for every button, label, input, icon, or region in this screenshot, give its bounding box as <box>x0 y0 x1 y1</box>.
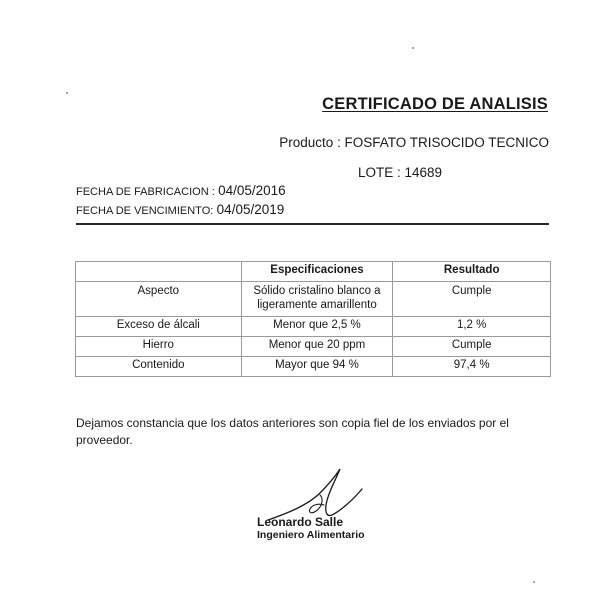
row-result: Cumple <box>393 282 551 317</box>
scan-speck <box>66 92 68 94</box>
lot-line: LOTE : 14689 <box>358 165 443 180</box>
expiry-date-value: 04/05/2019 <box>216 202 285 217</box>
scan-speck <box>533 581 535 583</box>
analysis-table <box>75 261 551 377</box>
manufacture-date-label: FECHA DE FABRICACION : <box>76 186 215 198</box>
row-parameter: Aspecto <box>76 282 242 317</box>
row-parameter: Exceso de álcali <box>76 317 242 337</box>
row-specification: Mayor que 94 % <box>241 357 393 377</box>
expiry-date-label: FECHA DE VENCIMIENTO: <box>76 205 214 217</box>
manufacture-date-value: 04/05/2016 <box>218 183 286 198</box>
row-result: 1,2 % <box>393 317 551 337</box>
row-specification: Sólido cristalino blanco a ligeramente amarillento <box>241 282 393 317</box>
statement-text: Dejamos constancia que los datos anteriores son copia fiel de los enviados por el proveedor. <box>76 416 509 447</box>
row-result: 97,4 % <box>393 357 551 377</box>
certificate-title: CERTIFICADO DE ANALISIS <box>322 95 548 113</box>
row-result: Cumple <box>393 337 551 357</box>
header-divider <box>76 223 549 225</box>
header-result: Resultado <box>393 262 551 282</box>
header-specification: Especificaciones <box>241 262 393 282</box>
header-parameter <box>76 262 242 282</box>
product-line: Producto : FOSFATO TRISOCIDO TECNICO <box>279 135 549 150</box>
signatory-block <box>257 516 365 542</box>
expiry-date-row <box>76 201 286 220</box>
row-specification: Menor que 20 ppm <box>241 337 393 357</box>
row-parameter: Hierro <box>76 337 242 357</box>
table-row <box>76 357 551 377</box>
table-row <box>76 282 551 317</box>
signatory-name: Leonardo Salle <box>257 515 344 529</box>
dates-block <box>76 182 286 220</box>
table-header-row <box>76 262 551 282</box>
manufacture-date-row <box>76 182 286 201</box>
scan-speck <box>412 47 414 49</box>
signatory-role: Ingeniero Alimentario <box>257 529 365 541</box>
row-specification: Menor que 2,5 % <box>241 317 393 337</box>
table-row <box>76 317 551 337</box>
row-parameter: Contenido <box>76 357 242 377</box>
table-row <box>76 337 551 357</box>
